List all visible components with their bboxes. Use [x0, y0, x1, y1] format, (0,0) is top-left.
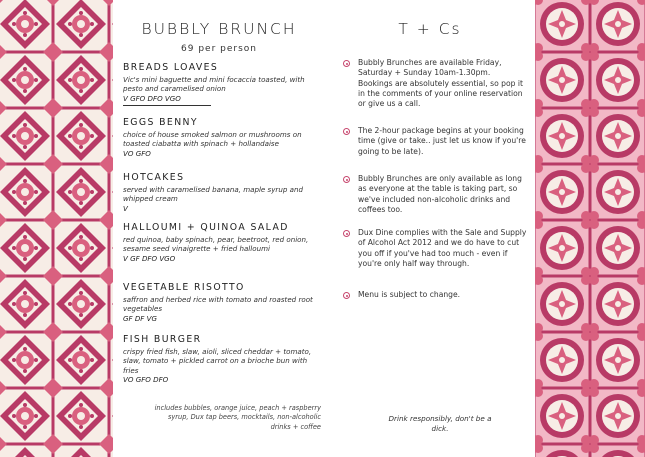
- closing-note: Drink responsibly, don't be a dick.: [388, 414, 492, 433]
- menu-item: [123, 222, 319, 263]
- menu-item-description: saffron and herbed rice with tomato and roasted root vegetables: [123, 295, 313, 314]
- menu-item: [123, 62, 319, 106]
- terms-item: [343, 58, 527, 109]
- terms-item: [343, 174, 527, 215]
- terms-text: The 2-hour package begins at your booking time (give or take.. just let us know if you're going to be late).: [358, 126, 526, 156]
- menu-item-dietary-tags: V: [123, 203, 128, 213]
- menu-item-description: crispy fried fish, slaw, aioli, sliced cheddar + tomato, slaw, tomato + pickled carrot on a brioche bun with fries: [123, 347, 312, 375]
- menu-item-name: HOTCAKES: [123, 172, 185, 183]
- menu-price: 69 per person: [181, 44, 257, 54]
- menu-item: [123, 117, 319, 158]
- terms-title: T + Cs: [398, 20, 462, 38]
- menu-item-name: HALLOUMI + QUINOA SALAD: [123, 222, 289, 233]
- tile-bullet-icon: [343, 292, 350, 299]
- terms-item: [343, 228, 527, 269]
- menu-panel: [113, 0, 325, 457]
- menu-title: BUBBLY BRUNCH: [141, 20, 297, 38]
- tile-bullet-icon: [343, 176, 350, 183]
- menu-item-name: EGGS BENNY: [123, 117, 198, 128]
- menu-item-description: red quinoa, baby spinach, pear, beetroot, red onion, sesame seed vinaigrette + fried halloumi: [123, 235, 309, 254]
- tile-pattern: [535, 0, 645, 457]
- menu-item-description: served with caramelised banana, maple syrup and whipped cream: [123, 185, 303, 204]
- terms-text: Bubbly Brunches are only available as long as everyone at the table is taking part, so we've included non-alcoholic drinks and coffees too.: [358, 174, 522, 214]
- divider: [123, 105, 211, 106]
- terms-text: Bubbly Brunches are available Friday, Saturday + Sunday 10am-1.30pm. Bookings are absolutely essential, so pop it in the comments of your online reservation or give us a call.: [358, 58, 523, 109]
- menu-item: [123, 282, 319, 323]
- terms-item: [343, 126, 527, 157]
- menu-item-dietary-tags: V GFO DFO VGO: [123, 93, 181, 103]
- tile-pattern: [0, 0, 113, 457]
- menu-item-name: FISH BURGER: [123, 334, 202, 345]
- decorative-tile-border-left: [0, 0, 113, 457]
- tile-bullet-icon: [343, 128, 350, 135]
- terms-text: Menu is subject to change.: [358, 290, 461, 299]
- menu-item-dietary-tags: GF DF VG: [123, 313, 157, 323]
- menu-item: [123, 334, 319, 384]
- menu-item-description: choice of house smoked salmon or mushrooms on toasted ciabatta with spinach + hollandaise: [123, 130, 302, 149]
- decorative-tile-border-right: [535, 0, 645, 457]
- menu-item-description: Vic's mini baguette and mini focaccia toasted, with pesto and caramelised onion: [123, 75, 305, 94]
- terms-item: [343, 290, 527, 300]
- tile-bullet-icon: [343, 60, 350, 67]
- menu-item-dietary-tags: VO GFO DFO: [123, 374, 169, 384]
- menu-item-dietary-tags: V GF DFO VGO: [123, 253, 176, 263]
- menu-item-dietary-tags: VO GFO: [123, 148, 151, 158]
- terms-panel: [325, 0, 535, 457]
- package-inclusions-note: includes bubbles, orange juice, peach + raspberry syrup, Dux tap beers, mocktails, non-alcoholic drinks + coffee: [154, 404, 321, 431]
- terms-text: Dux Dine complies with the Sale and Supply of Alcohol Act 2012 and we do have to cut you off if you've had too much - even if you're only half way through.: [358, 228, 527, 268]
- menu-item-name: VEGETABLE RISOTTO: [123, 282, 245, 293]
- menu-item-name: BREADS LOAVES: [123, 62, 219, 73]
- menu-item: [123, 172, 319, 213]
- tile-bullet-icon: [343, 230, 350, 237]
